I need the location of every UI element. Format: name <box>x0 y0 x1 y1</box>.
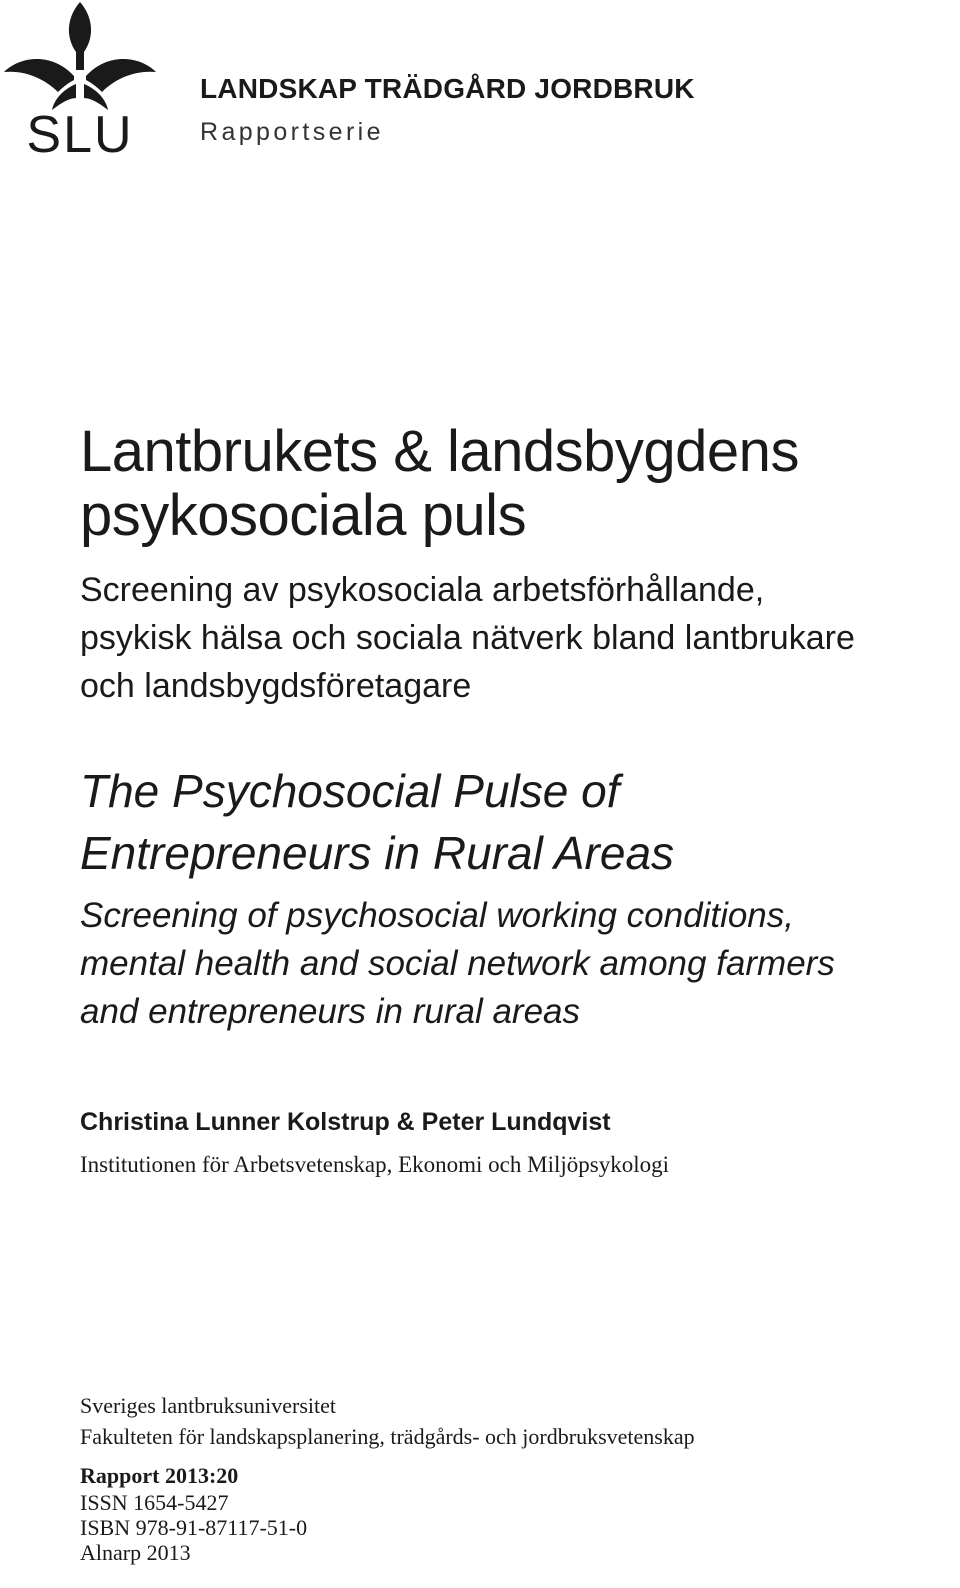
faculty-name: Fakulteten för landskapsplanering, trädgårds- och jordbruksvetenskap <box>80 1424 695 1449</box>
subtitle-english <box>80 892 950 1036</box>
subtitle-english-line: mental health and social network among farmers <box>80 944 835 983</box>
subtitle-swedish <box>80 566 950 710</box>
publication-info <box>80 1390 950 1565</box>
subtitle-english-line: and entrepreneurs in rural areas <box>80 992 581 1031</box>
title-english-line: Entrepreneurs in Rural Areas <box>80 827 675 879</box>
subtitle-swedish-line: och landsbygdsföretagare <box>80 667 472 705</box>
title-english-line: The Psychosocial Pulse of <box>80 765 620 817</box>
subtitle-swedish-line: Screening av psykosociala arbetsförhållande, <box>80 571 765 609</box>
title-swedish-line: psykosociala puls <box>80 483 527 548</box>
isbn: ISBN 978-91-87117-51-0 <box>80 1515 308 1540</box>
title-swedish-line: Lantbrukets & landsbygdens <box>80 419 799 484</box>
subtitle-english-line: Screening of psychosocial working conditions, <box>80 896 794 935</box>
series-subtitle: Rapportserie <box>200 118 384 146</box>
university-name: Sveriges lantbruksuniversitet <box>80 1393 337 1418</box>
authors: Christina Lunner Kolstrup & Peter Lundqvist <box>80 1108 611 1136</box>
report-number: Rapport 2013:20 <box>80 1463 239 1488</box>
place-year: Alnarp 2013 <box>80 1540 191 1565</box>
title-swedish <box>80 420 950 548</box>
series-title: LANDSKAP TRÄDGÅRD JORDBRUK <box>200 73 695 104</box>
title-english <box>80 760 950 884</box>
slu-logo-icon <box>0 0 160 160</box>
institution: Institutionen för Arbetsvetenskap, Ekonomi och Miljöpsykologi <box>80 1152 669 1177</box>
series-header <box>200 72 695 147</box>
subtitle-swedish-line: psykisk hälsa och sociala nätverk bland lantbrukare <box>80 619 855 657</box>
issn: ISSN 1654-5427 <box>80 1490 229 1515</box>
logo-text: SLU <box>26 106 134 160</box>
